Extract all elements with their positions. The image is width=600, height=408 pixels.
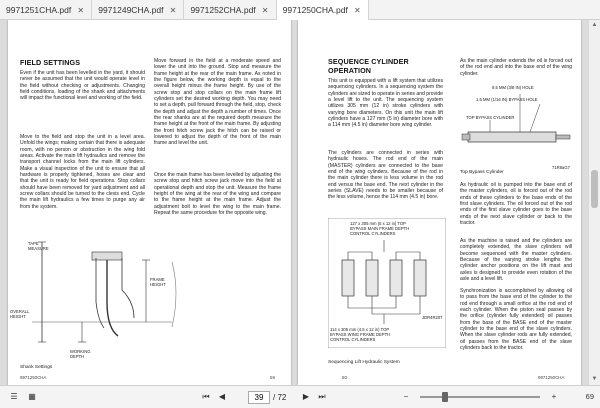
menu-icon[interactable]: ☰: [10, 392, 18, 401]
top-bypass-cylinder-label: TOP BYPASS CYLINDER: [466, 115, 515, 120]
field-settings-para-1: Even if the unit has been levelled in the yard, it should never be assumed that the unit would operate level in the field without checking or adjustments. Changing field conditions, loading of the shank and attachments will impact the functional level and working of the field.: [20, 70, 145, 102]
field-settings-para-4: Once the main frame has been levelled by adjusting the screw stop and hitch screw jack move into the field at operational depth and stop the unit. Measure the frame height of the wing at the rear of the wing and compare to the frame height at the main frame. Adjust the adjustment bolt to level the wing to the main frame. Repeat the same procedure for the opposite wing.: [154, 172, 281, 217]
scroll-down-icon[interactable]: ▼: [591, 376, 598, 382]
page-total: / 72: [273, 392, 287, 402]
tab-label: 9971249CHA.pdf: [98, 5, 164, 15]
top-bypass-wing-label: 114 x 305 mm (4.5 x 12 in) TOP BYPASS WING FRAME DEPTH CONTROL CYLINDERS: [330, 327, 391, 342]
diagram-caption: Sequencing Lift Hydraulic System: [328, 360, 400, 365]
field-settings-para-2: Move to the field and stop the unit in a level area. Unfold the wings; making certain that there is adequate room, with no person or obstruction in the wing fold areas. Activate the main lift hydraulics and remove the transport channel locks from the main lift cylinders. Make a visual inspection of the unit to ensure that all hardware is properly tightened, hoses are clear and that the unit is ready for field operations. Stop collars should have been removed for yard adjustment and all screw collars should be turned to the clevis end. Cycle the main lift hydraulics a few times to purge any air from the system.: [20, 134, 145, 210]
close-icon[interactable]: ✕: [354, 5, 361, 15]
tab-label: 9971252CHA.pdf: [190, 5, 256, 15]
footer-page-number: 60: [342, 375, 347, 380]
hydraulic-oil-para: As hydraulic oil is pumped into the base end of the master cylinders, oil is forced out of the rod ends of these cylinders to the base ends of the first slave cylinders. The oil forced out of the rod ends of the first slave cylinder goes to the base ends of the next slave cylinder or back to the tractor.: [460, 182, 572, 227]
cylinder-caption: Top Bypass Cylinder: [460, 170, 504, 175]
tape-measure-label: TAPE MEASURE: [28, 241, 49, 251]
document-viewport[interactable]: [0, 20, 588, 385]
synchronization-para: Synchronization is accomplished by allowing oil to pass from the base end of the cylinder to the rod end through a small orifice at the rod end of each cylinder. When the piston seal passes by the orifice (cylinder fully extended) oil passes from the base of the BASE end of the master cylinder to the base end of the slave cylinders. When the slave cylinder rods are fully extended, oil passes from the BASE end of the slave cylinders back to the tractor.: [460, 288, 572, 352]
zoom-slider[interactable]: [420, 396, 540, 398]
next-page-icon[interactable]: ▶: [302, 392, 310, 401]
vertical-scrollbar[interactable]: [588, 20, 600, 385]
sequence-para-2: The cylinders are connected in series with hydraulic hoses. The rod end of the main (MASTER) cylinders are connected to the base end of the wing cylinders. Because of the rod in the main cylinder there is less volume in the rod end versus the base end. The next cylinder in the series (SLAVE) needs to be smaller because of the less volume, hence the 114 mm (4.5 in) bore.: [328, 150, 443, 201]
sequence-para-1: This unit is equipped with a lift system that utilizes sequencing cylinders. In a sequencing system the cylinders are sized to operate in series and provide a level lift to the unit. The sequencing system utilizes 305 mm (12 in) stroke cylinders with varying bore diameters. On this unit the main lift cylinders have a 127 mm (5 in) diameter bore with a 114 mm (4.5 in) diameter bore wing cylinder.: [328, 78, 443, 129]
overall-height-label: OVERALL HEIGHT: [10, 309, 30, 319]
bypass-hole-label: 1.6 MM (1/16 IN) BYPASS HOLE: [476, 97, 538, 102]
main-cylinder-para: As the main cylinder extends the oil is forced out of the rod end and into the base end of the wing cylinder.: [460, 58, 572, 77]
frame-height-label: FRAME HEIGHT: [150, 277, 166, 287]
top-bypass-main-label: 127 x 305 mm (5 x 12 in) TOP BYPASS MAIN FRAME DEPTH CONTROL CYLINDERS: [350, 221, 410, 236]
page-60: [298, 20, 581, 385]
tab-9971250cha[interactable]: [277, 0, 369, 20]
machine-raised-para: As the machine is raised and the cylinders are completely extended, the slave cylinders will become sequenced with the master cylinders. Because of the varying stroke lengths the cylinder anchor positions on the lift mast and axles is designed to provide even rotation of the axle and a level lift.: [460, 238, 572, 283]
footer-page-number: 59: [270, 375, 275, 380]
page-59: [8, 20, 291, 385]
field-settings-para-3: Move forward in the field at a moderate speed and lower the unit into the ground. Stop and measure the frame height at the rear of the main frame. As noted in the figure below, the working depth is equal to the overall height minus the frame height. By use of the screw stop and stop collars on the main frame lift cylinders set the desired working depth. You may need to set a depth, pull forward through the field, stop, check the depth and adjust the depth a number of times. Once the rear shanks are at the required depth measure the frame height at the front of the main frame. By adjusting the front hitch screw jack the hitch can be raised or lowered to adjust the depth of the front of the main frame and level the unit.: [154, 58, 281, 147]
tab-bar: [0, 0, 600, 20]
footer-doc-id: 9971250CHA: [538, 375, 565, 380]
first-page-icon[interactable]: ⏮: [202, 392, 210, 401]
bottom-toolbar: [0, 385, 600, 408]
zoom-in-icon[interactable]: +: [551, 392, 557, 401]
page-number-input[interactable]: [248, 391, 270, 404]
close-icon[interactable]: ✕: [169, 5, 177, 15]
grid-view-icon[interactable]: ▦: [28, 392, 36, 401]
page-navigator: [248, 390, 286, 404]
tab-9971249cha[interactable]: [92, 0, 184, 20]
last-page-icon[interactable]: ⏭: [318, 392, 326, 401]
diagram-code: JDR4R207: [422, 315, 443, 320]
figure-caption: Shank Settings: [20, 365, 53, 370]
tab-9971251cha[interactable]: [0, 0, 92, 20]
zoom-out-icon[interactable]: −: [403, 392, 409, 401]
zoom-slider-knob[interactable]: [442, 392, 448, 402]
tab-label: 9971250CHA.pdf: [282, 5, 348, 15]
tab-9971252cha[interactable]: [184, 0, 276, 20]
prev-page-icon[interactable]: ◀: [218, 392, 226, 401]
scroll-thumb[interactable]: [591, 170, 598, 208]
close-icon[interactable]: ✕: [77, 5, 85, 15]
working-depth-label: WORKING DEPTH: [70, 349, 91, 359]
zoom-level[interactable]: 69: [585, 392, 594, 401]
close-icon[interactable]: ✕: [261, 5, 269, 15]
scroll-up-icon[interactable]: ▲: [591, 22, 598, 28]
tab-label: 9971251CHA.pdf: [6, 5, 72, 15]
sequence-cylinder-heading: SEQUENCE CYLINDER OPERATION: [328, 57, 409, 75]
hole-label: 9.5 MM (3/8 IN) HOLE: [492, 85, 534, 90]
field-settings-heading: FIELD SETTINGS: [20, 58, 81, 67]
cylinder-code: 71R8aG7: [552, 165, 570, 170]
footer-doc-id: 9971250CHA: [20, 375, 47, 380]
